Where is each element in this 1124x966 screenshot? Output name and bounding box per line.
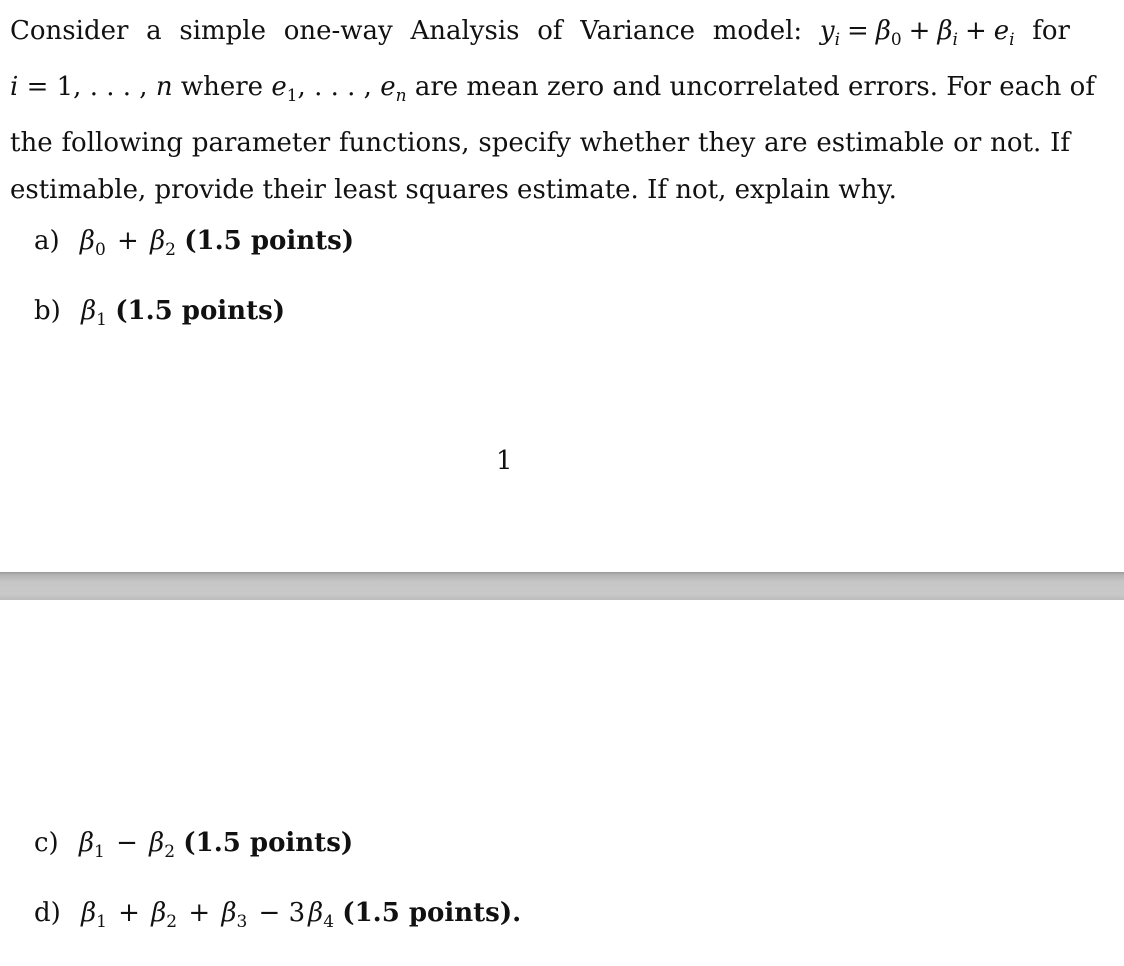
beta-symbol: β [81,898,97,928]
math-operator: + [108,226,148,256]
question-expression [81,296,115,330]
page-2 [0,600,1124,966]
beta-symbol: β [221,898,237,928]
where-word: where [180,72,264,102]
question-points: (1.5 points) [184,226,355,256]
beta-symbol: β [149,828,165,858]
beta-symbol: β [308,898,324,928]
beta-subscript: 2 [164,842,176,862]
question-expression [78,828,183,862]
question-points: (1.5 points). [342,898,522,928]
beta-subscript: 1 [94,842,105,862]
question-expression [81,898,342,932]
e-symbol: e [271,72,287,102]
n-symbol: n [155,72,173,102]
beta-symbol: β [151,898,167,928]
beta-subscript: 1 [96,310,107,330]
y-subscript: i [834,30,841,50]
ellipsis: , . . . , [297,72,381,102]
question-label: d) [34,898,61,928]
question-c [34,828,353,862]
beta-symbol: β [81,296,97,326]
beta-subscript: 1 [96,912,107,932]
beta-subscript: 2 [165,240,176,260]
for-word: for [1032,16,1070,46]
beta-subscript: i [952,30,958,50]
i-symbol: i [10,72,19,102]
page-number: 1 [496,446,513,476]
beta-symbol: β [150,226,166,256]
question-label: b) [34,296,61,326]
question-label: c) [34,828,59,858]
question-points: (1.5 points) [183,828,354,858]
equals-sign: = [847,16,869,46]
plus-sign: + [964,16,987,46]
beta-symbol: β [78,828,95,858]
math-operator: − 3 [250,898,306,928]
question-expression [79,226,184,260]
y-symbol: y [819,16,835,46]
beta-symbol: β [937,16,953,46]
problem-statement [10,8,1095,214]
math-operator: − [107,828,147,858]
problem-line-3: the following parameter functions, specify whether they are estimable or not. If [10,128,1070,158]
beta-subscript: 0 [94,240,106,260]
problem-line-2 [10,64,1095,120]
e-subscript: 1 [286,86,298,106]
math-operator: + [109,898,149,928]
errors-description: are mean zero and uncorrelated errors. For each of [414,72,1095,102]
intro-text: Consider a simple one-way Analysis of Variance model: [10,16,803,46]
question-a [34,226,354,260]
beta-subscript: 3 [236,912,248,932]
index-range: = 1, . . . , [26,72,156,102]
beta-subscript: 0 [890,30,902,50]
question-d [34,898,521,932]
e-symbol: e [380,72,396,102]
beta-symbol: β [79,226,95,256]
math-operator: + [180,898,219,928]
model-equation [819,16,1015,50]
beta-symbol: β [875,16,891,46]
beta-subscript: 2 [166,912,178,932]
question-label: a) [34,226,60,256]
e-subscript: i [1009,30,1015,50]
e-symbol: e [993,16,1010,46]
plus-sign: + [908,16,931,46]
e-subscript: n [395,86,407,106]
beta-subscript: 4 [323,912,335,932]
problem-line-1 [10,8,1070,64]
question-b [34,296,285,330]
question-points: (1.5 points) [115,296,286,326]
problem-line-4: estimable, provide their least squares estimate. If not, explain why. [10,175,897,205]
page-separator [0,572,1124,600]
